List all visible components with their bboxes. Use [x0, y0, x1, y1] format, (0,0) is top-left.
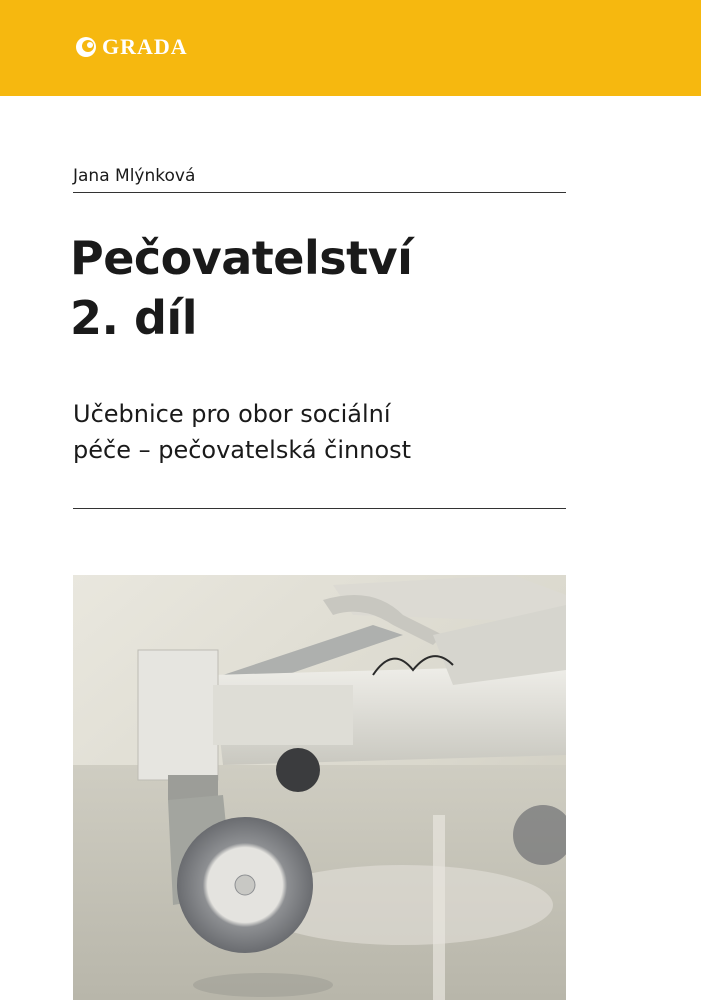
title-line-1: Pečovatelství — [70, 231, 413, 285]
subtitle-line-1: Učebnice pro obor sociální — [73, 400, 391, 428]
title-line-2: 2. díl — [70, 291, 197, 345]
hospital-bed-wheel-icon — [73, 575, 566, 1000]
divider-top — [73, 192, 566, 193]
divider-bottom — [73, 508, 566, 509]
subtitle-line-2: péče – pečovatelská činnost — [73, 436, 412, 464]
publisher-name: GRADA — [102, 34, 188, 59]
grada-swirl-icon — [74, 35, 98, 59]
author-name: Jana Mlýnková — [73, 166, 196, 186]
book-title — [70, 228, 412, 348]
publisher-band — [0, 0, 701, 96]
book-subtitle — [73, 396, 411, 468]
cover-photo — [73, 575, 566, 1000]
publisher-logo — [74, 32, 188, 62]
